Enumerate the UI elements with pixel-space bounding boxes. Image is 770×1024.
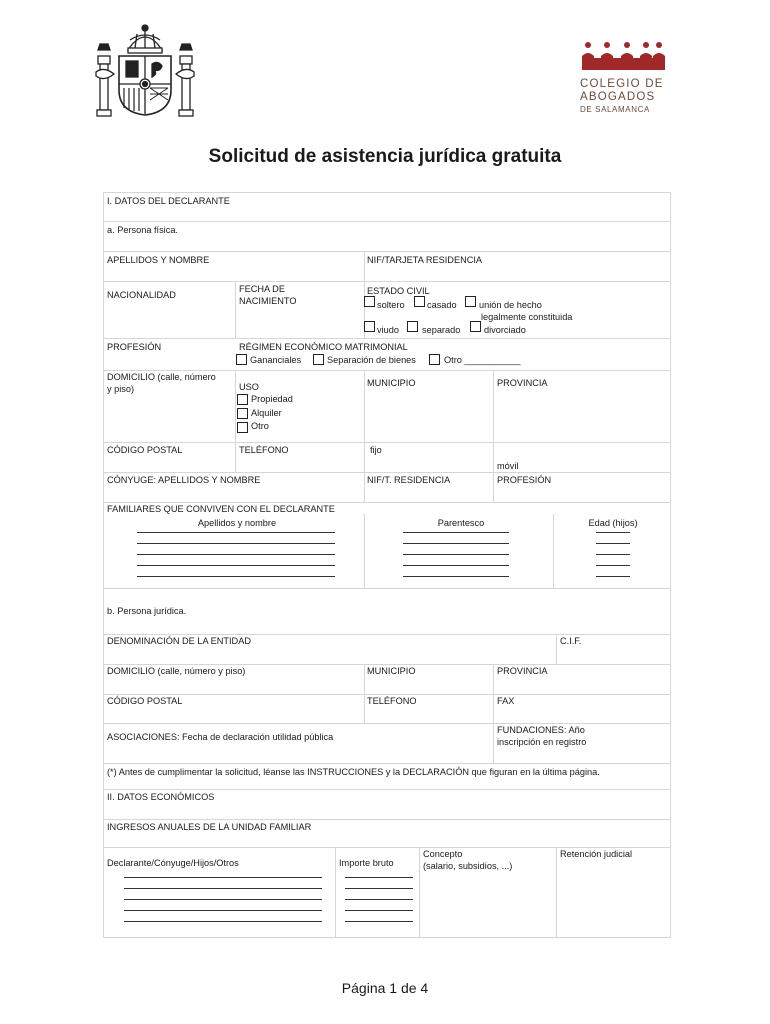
municipio-label: MUNICIPIO: [367, 378, 416, 388]
nif-label: NIF/TARJETA RESIDENCIA: [367, 255, 483, 265]
natural-person-subheading: a. Persona física.: [107, 225, 178, 235]
income-person-line[interactable]: [124, 910, 322, 911]
fax-label: FAX: [497, 696, 515, 706]
telefono-juridica-label: TELÉFONO: [367, 696, 417, 706]
college-logo-line1: COLEGIO DE: [580, 78, 664, 90]
telefono-label: TELÉFONO: [239, 445, 289, 455]
instructions-note: (*) Antes de cumplimentar la solicitud, léanse las INSTRUCCIONES y la DECLARACIÓN que figuran en la última página.: [107, 767, 600, 777]
separacion-bienes-checkbox[interactable]: [313, 354, 324, 365]
separacion-bienes-label: Separación de bienes: [327, 355, 416, 365]
provincia-label: PROVINCIA: [497, 378, 548, 388]
otro-uso-checkbox[interactable]: [237, 422, 248, 433]
fundaciones-label-1: FUNDACIONES: Año: [497, 725, 585, 735]
college-logo-icon: [580, 40, 666, 74]
casado-checkbox[interactable]: [414, 296, 425, 307]
familiares-parentesco-header: Parentesco: [437, 518, 485, 528]
municipio-juridica-label: MUNICIPIO: [367, 666, 416, 676]
familiar-name-line[interactable]: [137, 543, 335, 544]
income-person-line[interactable]: [124, 899, 322, 900]
codigo-postal-label: CÓDIGO POSTAL: [107, 445, 183, 455]
cif-label: C.I.F.: [560, 636, 582, 646]
college-logo-line2: ABOGADOS: [580, 91, 656, 103]
familiar-edad-line[interactable]: [596, 554, 630, 555]
familiar-parentesco-line[interactable]: [403, 565, 509, 566]
profesion-label: PROFESIÓN: [107, 342, 162, 352]
domicilio-label-2: y piso): [107, 384, 135, 394]
regimen-label: RÉGIMEN ECONÓMICO MATRIMONIAL: [239, 342, 408, 352]
income-amount-line[interactable]: [345, 921, 413, 922]
propiedad-checkbox[interactable]: [237, 394, 248, 405]
fundaciones-label-2: inscripción en registro: [497, 737, 587, 747]
coat-of-arms-emblem: [92, 20, 198, 122]
importe-column-header: Importe bruto: [339, 858, 394, 868]
familiar-edad-line[interactable]: [596, 543, 630, 544]
alquiler-checkbox[interactable]: [237, 408, 248, 419]
domicilio-juridica-label: DOMICILIO (calle, número y piso): [107, 666, 246, 676]
declarante-column-header: Declarante/Cónyuge/Hijos/Otros: [107, 858, 239, 868]
income-person-line[interactable]: [124, 888, 322, 889]
propiedad-label: Propiedad: [251, 394, 293, 404]
application-form: [103, 192, 671, 937]
profesion-conyuge-label: PROFESIÓN: [497, 475, 552, 485]
denominacion-label: DENOMINACIÓN DE LA ENTIDAD: [107, 636, 251, 646]
fecha-nacimiento-label-1: FECHA DE: [239, 284, 285, 294]
fecha-nacimiento-label-2: NACIMIENTO: [239, 296, 297, 306]
familiar-edad-line[interactable]: [596, 565, 630, 566]
otro-regimen-label: Otro ___________: [444, 355, 521, 365]
casado-label: casado: [427, 300, 457, 310]
otro-regimen-checkbox[interactable]: [429, 354, 440, 365]
income-amount-line[interactable]: [345, 888, 413, 889]
income-person-line[interactable]: [124, 877, 322, 878]
nif-conyuge-label: NIF/T. RESIDENCIA: [367, 475, 451, 485]
familiar-parentesco-line[interactable]: [403, 543, 509, 544]
familiar-edad-line[interactable]: [596, 532, 630, 533]
section-1-heading: I. DATOS DEL DECLARANTE: [107, 196, 230, 206]
income-amount-line[interactable]: [345, 910, 413, 911]
telefono-fijo-label: fijo: [370, 445, 382, 455]
divorciado-label: divorciado: [484, 325, 526, 335]
union-hecho-label: unión de hecho: [479, 300, 542, 310]
alquiler-label: Alquiler: [251, 408, 282, 418]
page-number: Página 1 de 4: [341, 980, 429, 996]
separado-checkbox[interactable]: [407, 321, 418, 332]
legal-person-subheading: b. Persona jurídica.: [107, 606, 187, 616]
familiares-apellidos-header: Apellidos y nombre: [197, 518, 277, 528]
section-2-heading: II. DATOS ECONÓMICOS: [107, 792, 215, 802]
concepto-column-header-2: (salario, subsidios, ...): [423, 861, 513, 871]
soltero-label: soltero: [377, 300, 405, 310]
uso-label: USO: [239, 382, 259, 392]
apellidos-label: APELLIDOS Y NOMBRE: [107, 255, 210, 265]
conyuge-label: CÓNYUGE: APELLIDOS Y NOMBRE: [107, 475, 261, 485]
otro-uso-label: Otro: [251, 421, 269, 431]
telefono-movil-label: móvil: [497, 461, 519, 471]
college-logo-line3: DE SALAMANCA: [580, 105, 650, 114]
familiares-edad-header: Edad (hijos): [588, 518, 638, 528]
ingresos-label: INGRESOS ANUALES DE LA UNIDAD FAMILIAR: [107, 822, 312, 832]
retencion-column-header: Retención judicial: [560, 849, 633, 859]
viudo-checkbox[interactable]: [364, 321, 375, 332]
union-hecho-label-2: legalmente constituida: [481, 312, 573, 322]
page-title: Solicitud de asistencia jurídica gratuita: [208, 146, 562, 167]
familiares-label: FAMILIARES QUE CONVIVEN CON EL DECLARANTE: [107, 504, 335, 514]
divorciado-checkbox[interactable]: [470, 321, 481, 332]
familiar-name-line[interactable]: [137, 576, 335, 577]
nacionalidad-label: NACIONALIDAD: [107, 290, 176, 300]
concepto-column-header-1: Concepto: [423, 849, 463, 859]
union-hecho-checkbox[interactable]: [465, 296, 476, 307]
domicilio-label-1: DOMICILIO (calle, número: [107, 372, 216, 382]
income-person-line[interactable]: [124, 921, 322, 922]
provincia-juridica-label: PROVINCIA: [497, 666, 548, 676]
gananciales-label: Gananciales: [250, 355, 302, 365]
familiar-name-line[interactable]: [137, 565, 335, 566]
college-logo-text: [580, 78, 664, 115]
income-amount-line[interactable]: [345, 877, 413, 878]
codigo-postal-juridica-label: CÓDIGO POSTAL: [107, 696, 183, 706]
soltero-checkbox[interactable]: [364, 296, 375, 307]
familiar-name-line[interactable]: [137, 554, 335, 555]
viudo-label: viudo: [377, 325, 399, 335]
familiar-parentesco-line[interactable]: [403, 532, 509, 533]
estado-civil-label: ESTADO CIVIL: [367, 286, 430, 296]
familiar-parentesco-line[interactable]: [403, 576, 509, 577]
familiar-name-line[interactable]: [137, 532, 335, 533]
separado-label: separado: [422, 325, 461, 335]
income-amount-line[interactable]: [345, 899, 413, 900]
asociaciones-label: ASOCIACIONES: Fecha de declaración utilidad pública: [107, 732, 334, 742]
gananciales-checkbox[interactable]: [236, 354, 247, 365]
familiar-edad-line[interactable]: [596, 576, 630, 577]
familiar-parentesco-line[interactable]: [403, 554, 509, 555]
